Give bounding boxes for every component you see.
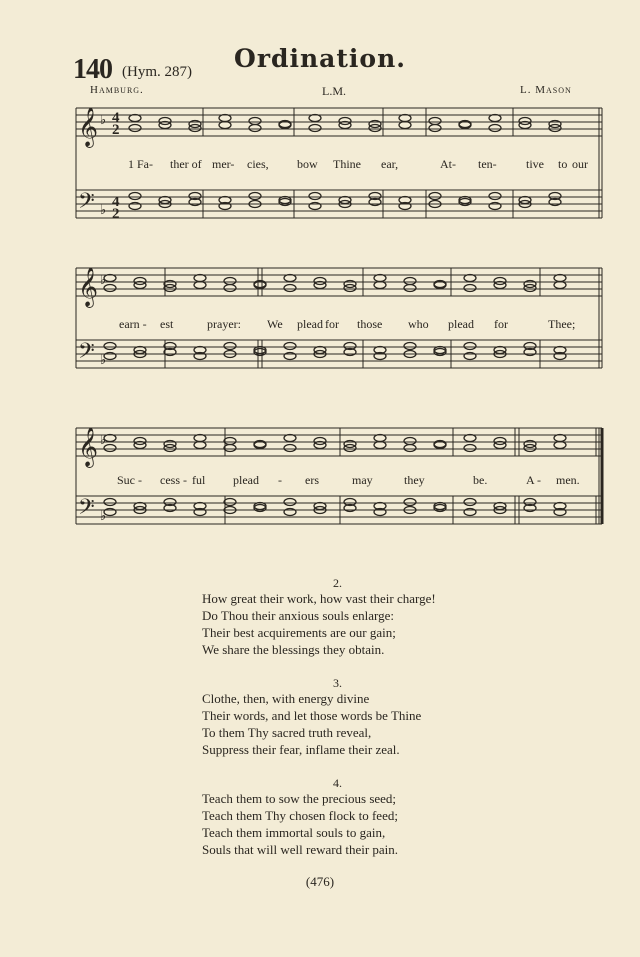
lyric-syllable: plead: [448, 317, 474, 331]
time-sig-bottom-treble: 2: [112, 122, 120, 138]
lyric-syllable: We: [267, 317, 283, 331]
lyric-syllable: ther of: [170, 157, 202, 171]
lyric-syllable: for: [325, 317, 339, 331]
flat-key-signature: ♭: [100, 113, 107, 128]
hymn-number: 140: [73, 54, 112, 85]
lyric-syllable: ten-: [478, 157, 497, 171]
tune-name: Hamburg.: [90, 84, 144, 96]
treble-clef: 𝄞: [78, 427, 99, 467]
stanza-number: 3.: [333, 676, 342, 690]
flat-key-signature: ♭: [100, 273, 107, 288]
bass-clef: 𝄢: [78, 189, 95, 219]
verse-line: Teach them to sow the precious seed;: [202, 791, 397, 806]
verse-line: Teach them immortal souls to gain,: [202, 825, 386, 840]
flat-key-signature: ♭: [100, 203, 107, 218]
lyric-syllable: prayer:: [207, 317, 241, 331]
hymn-title: Ordination.: [234, 44, 406, 73]
verse-line: Clothe, then, with energy divine: [202, 691, 370, 706]
lyric-syllable: may: [352, 473, 373, 487]
lyric-syllable: 1 Fa-: [128, 157, 153, 171]
lyric-syllable: our: [572, 157, 588, 171]
lyric-syllable: who: [408, 317, 429, 331]
flat-key-signature: ♭: [100, 509, 107, 524]
lyric-syllable: ers: [305, 473, 319, 487]
page-number: (476): [305, 874, 335, 889]
lyric-syllable: to: [558, 157, 568, 171]
verse-line: Suppress their fear, inflame their zeal.: [202, 742, 400, 757]
time-sig-top-bass: 4: [112, 194, 120, 210]
verse-line: To them Thy sacred truth reveal,: [202, 725, 372, 740]
hymn-reference: (Hym. 287): [122, 64, 192, 80]
lyric-syllable: At-: [440, 157, 456, 171]
composer: L. Mason: [520, 84, 572, 96]
verse-line: How great their work, how vast their charge!: [202, 591, 436, 606]
lyric-syllable: est: [160, 317, 174, 331]
lyric-syllable: bow: [297, 157, 318, 171]
bass-clef: 𝄢: [78, 339, 95, 369]
verse-line: Do Thou their anxious souls enlarge:: [202, 608, 394, 623]
lyric-syllable: -: [278, 473, 282, 487]
verse-line: Their best acquirements are our gain;: [202, 625, 396, 640]
treble-clef: 𝄞: [78, 267, 99, 307]
lyric-syllable: earn -: [119, 317, 147, 331]
verse-line: We share the blessings they obtain.: [202, 642, 385, 657]
treble-clef: 𝄞: [78, 107, 99, 147]
flat-key-signature: ♭: [100, 433, 107, 448]
lyric-syllable: plead: [233, 473, 259, 487]
lyric-syllable: mer-: [212, 157, 235, 171]
lyric-syllable: A -: [526, 473, 541, 487]
lyric-syllable: plead: [297, 317, 323, 331]
lyric-syllable: cess -: [160, 473, 187, 487]
bass-clef: 𝄢: [78, 495, 95, 525]
verse-line: Their words, and let those words be Thine: [202, 708, 422, 723]
lyric-syllable: they: [404, 473, 425, 487]
lyric-syllable: be.: [473, 473, 488, 487]
stanza-number: 2.: [333, 576, 342, 590]
verse-line: Teach them Thy chosen flock to feed;: [202, 808, 398, 823]
verse-line: Souls that will well reward their pain.: [202, 842, 399, 857]
lyric-syllable: ear,: [381, 157, 399, 171]
lyric-syllable: cies,: [247, 157, 269, 171]
lyric-syllable: men.: [556, 473, 580, 487]
lyric-syllable: Thee;: [548, 317, 576, 331]
lyric-syllable: Suc -: [117, 473, 142, 487]
lyric-syllable: tive: [526, 157, 544, 171]
lyric-syllable: ful: [192, 473, 206, 487]
lyric-syllable: those: [357, 317, 383, 331]
meter: L.M.: [322, 84, 346, 98]
time-sig-top-treble: 4: [112, 110, 120, 126]
stanza-number: 4.: [333, 776, 342, 790]
lyric-syllable: Thine: [333, 157, 361, 171]
flat-key-signature: ♭: [100, 353, 107, 368]
lyric-syllable: for: [494, 317, 508, 331]
time-sig-bottom-bass: 2: [112, 206, 120, 222]
